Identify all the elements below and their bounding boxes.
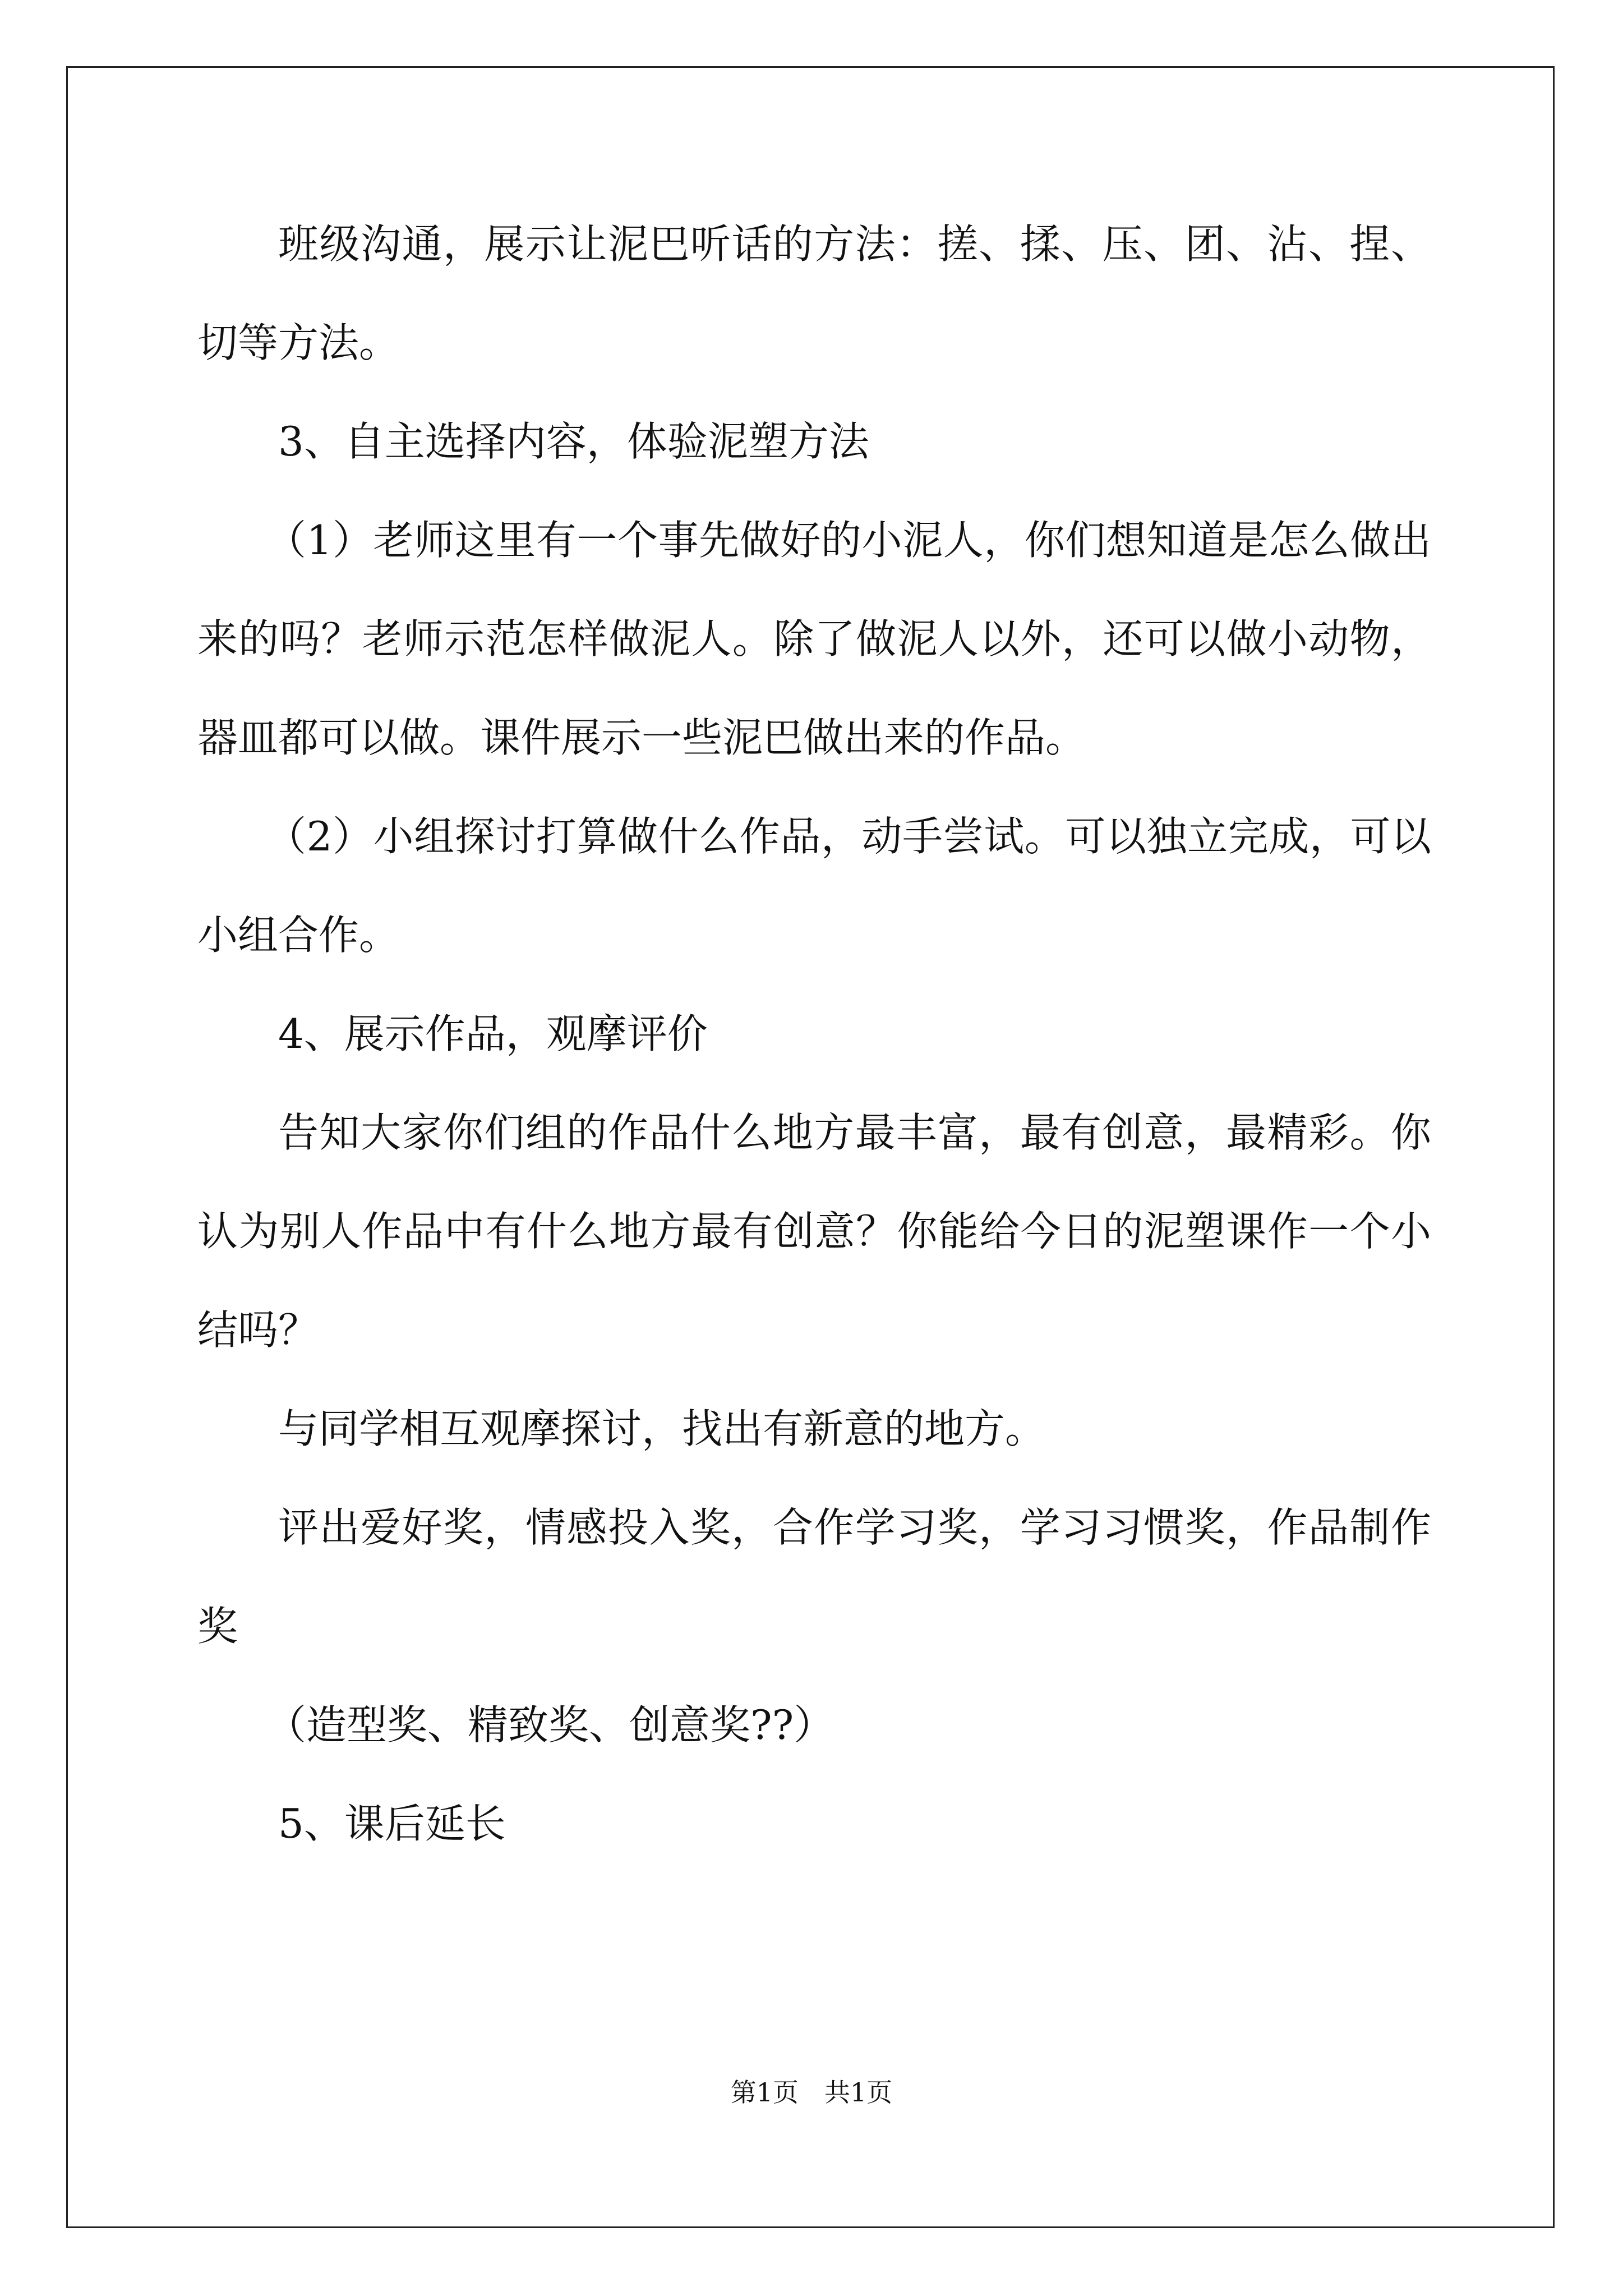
- paragraph-line: 奖: [197, 1603, 238, 1650]
- paragraph-line: 来的吗？老师示范怎样做泥人。除了做泥人以外，还可以做小动物，: [197, 615, 1431, 662]
- paragraph-line: 器皿都可以做。课件展示一些泥巴做出来的作品。: [197, 714, 1086, 761]
- section-heading: 4、展示作品，观摩评价: [278, 1010, 708, 1057]
- paragraph-line: 评出爱好奖，情感投入奖，合作学习奖，学习习惯奖，作品制作: [278, 1504, 1431, 1551]
- paragraph-line: 与同学相互观摩探讨，找出有新意的地方。: [278, 1405, 1046, 1452]
- paragraph-line: （造型奖、精致奖、创意奖??）: [266, 1701, 834, 1749]
- section-heading: 5、课后延长: [278, 1800, 506, 1847]
- paragraph-line: （1）老师这里有一个事先做好的小泥人，你们想知道是怎么做出: [266, 517, 1431, 564]
- paragraph-line: 小组合作。: [197, 912, 400, 959]
- paragraph-line: 告知大家你们组的作品什么地方最丰富，最有创意，最精彩。你: [278, 1109, 1431, 1156]
- paragraph-line: 结吗？: [197, 1306, 319, 1354]
- paragraph-line: 切等方法。: [197, 319, 400, 366]
- section-heading: 3、自主选择内容，体验泥塑方法: [278, 418, 869, 465]
- paragraph-line: 班级沟通，展示让泥巴听话的方法：搓、揉、压、团、沾、捏、: [278, 220, 1431, 268]
- paragraph-line: （2）小组探讨打算做什么作品，动手尝试。可以独立完成，可以: [266, 813, 1431, 860]
- page-footer: 第1页 共1页: [730, 2077, 893, 2108]
- paragraph-line: 认为别人作品中有什么地方最有创意？你能给今日的泥塑课作一个小: [197, 1208, 1431, 1255]
